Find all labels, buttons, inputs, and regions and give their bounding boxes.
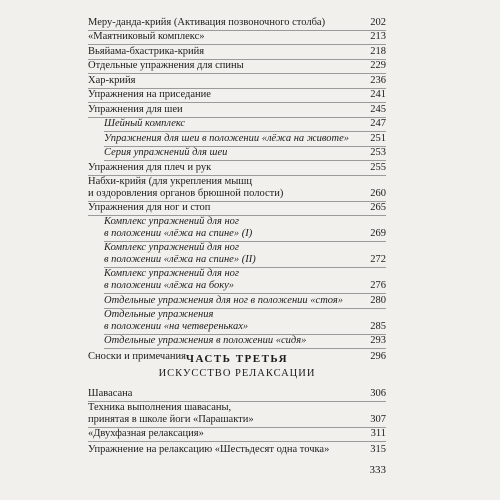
toc-entry-title xyxy=(88,402,362,427)
toc-entry-page: 265 xyxy=(370,202,386,213)
toc-entry-page: 311 xyxy=(370,428,386,439)
part-subtitle: ИСКУССТВО РЕЛАКСАЦИИ xyxy=(158,368,316,379)
toc-entry-title xyxy=(104,335,362,348)
toc-entry xyxy=(88,428,386,443)
toc-entry-page: 236 xyxy=(370,74,386,86)
toc-entry-title-line: Вьяйама-бхастрика-крийя xyxy=(88,45,205,57)
toc-entry-title-line: принятая в школе йоги «Парашакти» xyxy=(88,413,254,425)
toc-entry-title xyxy=(88,444,362,457)
toc-entry-title-line: Упражнения для шеи в положении «лёжа на животе» xyxy=(104,132,349,144)
toc-entry-title-line: Упражнения для плеч и рук xyxy=(88,161,212,173)
toc-entry xyxy=(88,202,386,217)
toc-entry-title-line: Сноски и примечания xyxy=(88,350,186,362)
toc-entry xyxy=(104,335,386,350)
toc-entry xyxy=(104,309,386,335)
toc-entry xyxy=(104,242,386,268)
toc-entry-title xyxy=(88,428,362,441)
toc-entry-title xyxy=(88,31,362,44)
toc-list-bottom xyxy=(88,387,386,457)
toc-entry-title xyxy=(104,242,362,267)
toc-entry xyxy=(88,161,386,176)
toc-entry xyxy=(104,118,386,133)
toc-entry-title xyxy=(88,75,362,88)
part-title: ЧАСТЬ ТРЕТЬЯ xyxy=(185,353,289,365)
toc-entry-page: 245 xyxy=(370,103,386,115)
toc-entry-title-line: Упражнение на релаксацию «Шестьдесят одна точка» xyxy=(88,443,330,455)
toc-entry-title-line: «Маятниковый комплекс» xyxy=(88,31,205,42)
toc-entry-title xyxy=(88,104,362,117)
toc-entry-title-line: «Двухфазная релаксация» xyxy=(88,428,204,439)
toc-entry-title-line: Упражнения для ног и стоп xyxy=(88,202,211,213)
toc-entry-title xyxy=(104,118,362,131)
toc-entry-title-line: в положении «на четвереньках» xyxy=(104,320,249,332)
toc-entry-page: 251 xyxy=(370,132,386,144)
toc-entry-page: 218 xyxy=(370,45,386,57)
toc-entry-title xyxy=(88,17,362,30)
toc-entry xyxy=(104,268,386,294)
toc-entry-page: 229 xyxy=(370,60,386,71)
toc-entry xyxy=(88,176,386,202)
toc-entry-page: 255 xyxy=(370,161,386,173)
toc-entry-page: 306 xyxy=(370,387,386,399)
toc-entry-title-line: Отдельные упражнения в положении «сидя» xyxy=(104,335,307,346)
toc-entry-page: 260 xyxy=(370,187,386,199)
toc-entry-title-line: Серия упражнений для шеи xyxy=(104,147,228,158)
toc-entry xyxy=(88,387,386,402)
toc-entry-title xyxy=(88,176,362,201)
toc-entry-title xyxy=(104,147,362,160)
toc-entry-page: 247 xyxy=(370,118,386,129)
toc-entry xyxy=(104,216,386,242)
toc-entry-title xyxy=(104,309,362,334)
toc-entry xyxy=(88,60,386,75)
toc-entry-title-line: Комплекс упражнений для ног xyxy=(104,242,240,253)
toc-entry-page: 213 xyxy=(370,31,386,42)
toc-entry-title xyxy=(104,268,362,293)
toc-entry-title-line: Меру-данда-крийя (Активация позвоночного столба) xyxy=(88,16,326,28)
toc-entry-page: 296 xyxy=(370,350,386,362)
toc-entry-title xyxy=(88,202,362,215)
toc-entry xyxy=(88,74,386,89)
toc-entry-title-line: Комплекс упражнений для ног xyxy=(104,216,240,227)
toc-entry-page: 280 xyxy=(370,294,386,306)
toc-entry-title-line: Упражнения на приседание xyxy=(88,89,211,100)
toc-entry-page: 241 xyxy=(370,89,386,100)
toc-entry-title-line: Отдельные упражнения для спины xyxy=(88,60,244,71)
toc-entry-title-line: и оздоровления органов брюшной полости) xyxy=(88,187,284,199)
toc-entry-page: 253 xyxy=(370,147,386,158)
toc-entry-title-line: Хар-крийя xyxy=(88,74,136,86)
toc-entry-page: 293 xyxy=(370,335,386,346)
toc-entry-title-line: в положении «лёжа на боку» xyxy=(104,280,235,291)
toc-entry xyxy=(104,147,386,162)
toc-entry xyxy=(104,294,386,309)
toc-entry-page: 272 xyxy=(370,254,386,265)
toc-entry-title xyxy=(88,46,362,59)
toc-entry-title xyxy=(104,133,362,146)
page-number: 333 xyxy=(369,464,386,476)
toc-entry xyxy=(104,132,386,147)
toc-entry-title-line: Техника выполнения шавасаны, xyxy=(88,401,232,413)
toc-entry-title xyxy=(88,89,362,102)
part-heading xyxy=(88,350,386,379)
toc-entry-page: 315 xyxy=(370,443,386,455)
toc-entry-title-line: в положении «лёжа на спине» (I) xyxy=(104,228,253,239)
toc-list-top xyxy=(88,16,386,364)
toc-entry-title-line: Шавасана xyxy=(88,387,133,399)
toc-entry-title-line: Шейный комплекс xyxy=(104,118,186,129)
toc-entry-title-line: в положении «лёжа на спине» (II) xyxy=(104,254,256,265)
toc-entry xyxy=(88,103,386,118)
toc-entry-title xyxy=(88,162,362,175)
toc-entry-title-line: Комплекс упражнений для ног xyxy=(104,268,240,279)
toc-entry-title-line: Отдельные упражнения для ног в положении «стоя» xyxy=(104,294,344,306)
toc-entry xyxy=(88,16,386,31)
toc-entry xyxy=(88,89,386,104)
toc-entry-page: 202 xyxy=(370,16,386,28)
toc-entry xyxy=(88,45,386,60)
toc-entry xyxy=(88,402,386,428)
toc-entry-page: 307 xyxy=(370,413,386,425)
toc-entry-title-line: Упражнения для шеи xyxy=(88,103,183,115)
toc-entry-page: 285 xyxy=(370,320,386,332)
toc-entry-page: 276 xyxy=(370,280,386,291)
toc-entry-title xyxy=(104,216,362,241)
toc-entry-title xyxy=(88,388,362,401)
toc-entry-page: 269 xyxy=(370,228,386,239)
toc-entry-title-line: Набхи-крийя (для укрепления мышц xyxy=(88,175,253,187)
toc-entry xyxy=(88,31,386,46)
toc-entry-title-line: Отдельные упражнения xyxy=(104,308,214,320)
toc-entry xyxy=(88,442,386,457)
toc-entry-title xyxy=(88,60,362,73)
toc-entry-title xyxy=(104,295,362,308)
